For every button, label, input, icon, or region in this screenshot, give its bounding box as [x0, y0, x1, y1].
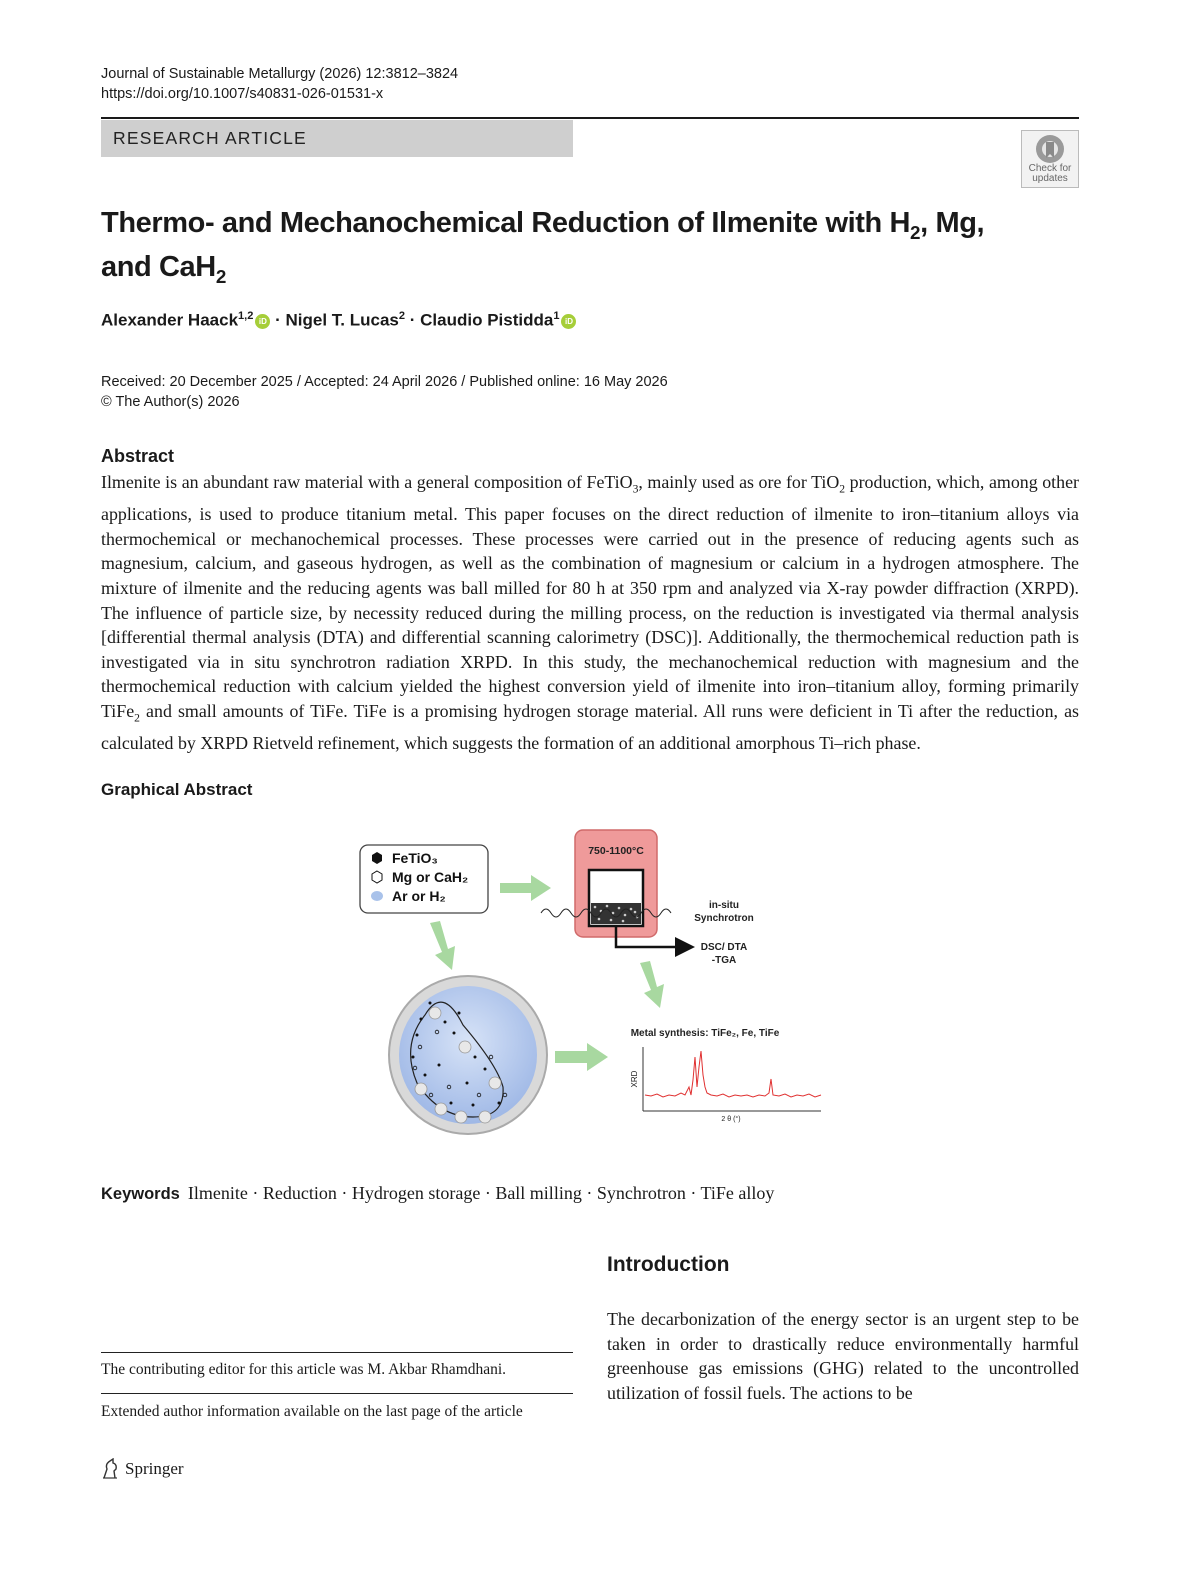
- extended-info-footnote: Extended author information available on the last page of the article: [101, 1403, 523, 1420]
- furnace: [541, 830, 754, 966]
- two-theta-axis-label: 2 θ (°): [721, 1116, 741, 1123]
- abstract-heading: Abstract: [101, 446, 175, 466]
- abstract-part: Ilmenite is an abundant raw material with a general composition of FeTiO: [101, 472, 633, 492]
- check-for-updates-button[interactable]: [1021, 130, 1079, 188]
- gas-bubble-icon: [371, 891, 383, 901]
- abstract-subscript: 3: [632, 482, 639, 496]
- temperature-label: 750-1100°C: [588, 845, 644, 857]
- publication-dates: [101, 372, 668, 412]
- introduction-heading: Introduction: [607, 1253, 730, 1276]
- keyword[interactable]: Ilmenite: [187, 1183, 248, 1203]
- copyright-line: © The Author(s) 2026: [101, 394, 240, 410]
- arrow-right-icon: [555, 1043, 608, 1071]
- title-text-3: and CaH: [101, 250, 216, 283]
- bookmark-icon: [1022, 132, 1078, 166]
- journal-citation: Journal of Sustainable Metallurgy (2026) 12:3812–3824: [101, 66, 459, 82]
- legend-ilmenite: FeTiO₃: [392, 850, 438, 866]
- xrd-plot: [630, 1028, 821, 1123]
- legend-gas: Ar or H₂: [392, 888, 446, 904]
- publisher-logo: [101, 1458, 184, 1480]
- author-affiliation: 1: [553, 310, 560, 322]
- graphical-abstract-heading: Graphical Abstract: [101, 780, 253, 799]
- doi-link[interactable]: https://doi.org/10.1007/s40831-026-01531-x: [101, 86, 384, 102]
- abstract-subscript: 2: [839, 482, 846, 496]
- publisher-name: Springer: [125, 1459, 184, 1478]
- keywords-line: [101, 1183, 774, 1204]
- check-updates-line1: Check for: [1028, 163, 1072, 174]
- arrow-down-icon: [430, 921, 455, 970]
- xrd-pattern-line: [645, 1051, 821, 1097]
- title-text-1: Thermo- and Mechanochemical Reduction of Ilmenite with H: [101, 207, 911, 239]
- arrow-down-icon: [640, 961, 664, 1008]
- keyword-separator: ·: [685, 1183, 701, 1203]
- author-name[interactable]: Alexander Haack: [101, 310, 239, 330]
- abstract-part: and small amounts of TiFe. TiFe is a promising hydrogen storage material. All runs were deficient in Ti after the reduction, as calculated by XRPD Rietveld refinement, which suggests the formation of an additional amorphous Ti–rich phase.: [101, 700, 1079, 754]
- tga-label: -TGA: [711, 955, 737, 966]
- hexagon-white-icon: [372, 871, 382, 883]
- introduction-text: The decarbonization of the energy sector is an urgent step to be taken in order to drastically reduce environmentally harmful greenhouse gas emissions (GHG) related to the uncontrolled utilization of fossil fuels. The actions to be: [607, 1309, 1079, 1403]
- graphical-abstract-figure: [355, 825, 835, 1150]
- check-updates-line2: updates: [1032, 173, 1068, 184]
- title-subscript-2: 2: [215, 265, 226, 287]
- author-affiliation: 1,2: [238, 310, 254, 322]
- author-name[interactable]: Nigel T. Lucas: [285, 310, 399, 330]
- orcid-icon[interactable]: iD: [561, 314, 576, 329]
- author-name[interactable]: Claudio Pistidda: [420, 310, 554, 330]
- dates-line: Received: 20 December 2025 / Accepted: 24 April 2026 / Published online: 16 May 2026: [101, 374, 668, 390]
- abstract-text: [101, 470, 1079, 756]
- synchrotron-label: Synchrotron: [694, 913, 754, 924]
- legend-box: [360, 845, 488, 913]
- header-rule: [101, 117, 1079, 119]
- abstract-part: , mainly used as ore for TiO: [638, 472, 840, 492]
- abstract-subscript: 2: [134, 711, 140, 725]
- springer-horse-icon: [101, 1458, 121, 1480]
- arrow-right-icon: [500, 875, 551, 901]
- milling-jar: [389, 976, 547, 1134]
- keyword-separator: ·: [247, 1183, 263, 1203]
- xrd-axis-label: XRD: [630, 1070, 639, 1088]
- keyword[interactable]: Reduction: [262, 1183, 337, 1203]
- author-separator: ·: [405, 310, 421, 330]
- author-separator: ·: [270, 310, 286, 330]
- metal-synthesis-label: Metal synthesis: TiFe₂, Fe, TiFe: [630, 1028, 780, 1039]
- journal-citation-block: [101, 64, 458, 104]
- footnote-rule: [101, 1393, 573, 1394]
- keyword[interactable]: TiFe alloy: [700, 1183, 775, 1203]
- article-type-banner: RESEARCH ARTICLE: [101, 120, 573, 157]
- abstract-part: production, which, among other applications, is used to produce titanium metal. This paper focuses on the direct reduction of ilmenite to iron–titanium alloys via thermochemical or mechanochemical processes. These processes were carried out in the presence of reducing agents such as magnesium, calcium, and gaseous hydrogen, as well as the combination of magnesium or calcium in a hydrogen atmosphere. The mixture of ilmenite and the reducing agents was ball milled for 80 h at 350 rpm and analyzed via X-ray powder diffraction (XRPD). The influence of particle size, by necessity reduced during the milling process, on the reduction is investigated via thermal analysis [differential thermal analysis (DTA) and differential scanning calorimetry (DSC)]. Additionally, the thermochemical reduction path is investigated via in situ synchrotron radiation XRPD. In this study, the mechanochemical reduction with magnesium and the thermochemical reduction with calcium yielded the highest conversion yield of ilmenite into iron–titanium alloy, forming primarily TiFe: [101, 472, 1080, 721]
- dsc-label: DSC/ DTA: [700, 942, 748, 953]
- title-subscript-1: 2: [910, 221, 921, 243]
- insitu-label: in-situ: [709, 900, 739, 911]
- author-affiliation: 2: [398, 310, 406, 322]
- keyword[interactable]: Hydrogen storage: [351, 1183, 481, 1203]
- keyword-separator: ·: [581, 1183, 597, 1203]
- legend-reducer: Mg or CaH₂: [392, 869, 469, 885]
- title-text-2: , Mg,: [920, 207, 985, 239]
- keyword-separator: ·: [336, 1183, 352, 1203]
- footnote-rule: [101, 1352, 573, 1353]
- editor-footnote: The contributing editor for this article was M. Akbar Rhamdhani.: [101, 1361, 507, 1378]
- keyword[interactable]: Synchrotron: [596, 1183, 686, 1203]
- keyword-separator: ·: [480, 1183, 496, 1203]
- author-list: [101, 310, 576, 331]
- keywords-label: Keywords: [101, 1185, 180, 1203]
- paper-title: [101, 206, 1061, 294]
- keyword[interactable]: Ball milling: [495, 1183, 582, 1203]
- orcid-icon[interactable]: iD: [255, 314, 270, 329]
